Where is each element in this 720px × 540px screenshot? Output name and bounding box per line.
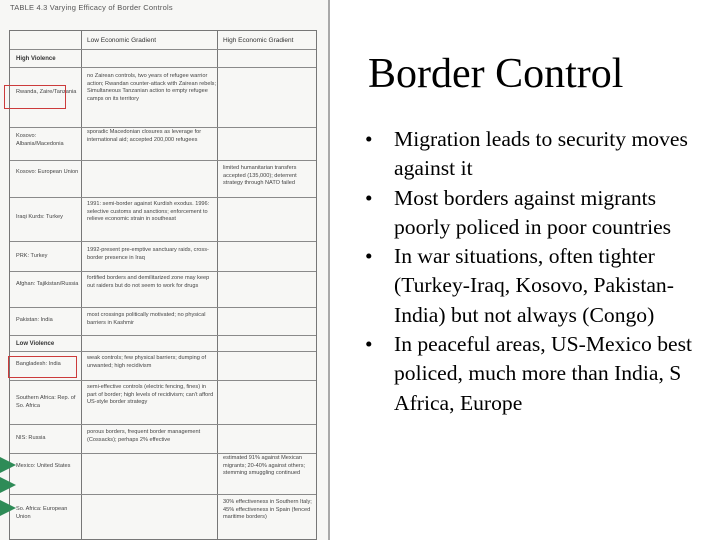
bullet-list	[365, 125, 710, 418]
table-row-region: Southern Africa: Rep. of So. Africa	[16, 395, 76, 409]
table-row-low: fortified borders and demilitarized zone may keep out raiders but do not seem to work for drugs	[87, 275, 210, 289]
bullet-item	[365, 184, 710, 243]
scanned-table-image	[0, 0, 330, 540]
row-divider	[10, 160, 316, 161]
row-divider	[10, 453, 316, 454]
column-divider	[217, 31, 218, 539]
row-divider	[10, 351, 316, 352]
section-low-violence: Low Violence	[16, 341, 55, 347]
table-row-region: Rwanda, Zaire/Tanzania	[16, 89, 77, 95]
row-divider	[10, 271, 316, 272]
highlight-box-bangladesh	[8, 356, 77, 378]
row-divider	[10, 380, 316, 381]
bullet-item	[365, 125, 710, 184]
table-row-low: no Zairean controls, two years of refugee warrior action; Rwandan counter-attack with Zairean rebels; Simultaneous Tanzanian action to empty refugee camps on its territory	[87, 73, 217, 102]
table-row-low: weak controls; few physical barriers; dumping of unwanted; high recidivism	[87, 355, 207, 369]
row-divider	[10, 49, 316, 50]
table-row-low: most crossings politically motivated; no physical barriers in Kashmir	[87, 312, 206, 326]
table-row-region: Iraqi Kurds: Turkey	[16, 214, 63, 220]
bullet-item	[365, 330, 710, 418]
bullet-text: Migration leads to security moves against it	[394, 127, 688, 181]
row-divider	[10, 335, 316, 336]
table-row-region: Kosovo: Albania/Macedonia	[16, 133, 64, 147]
row-divider	[10, 241, 316, 242]
table-row-high: estimated 91% against Mexican migrants; 20-40% against others; stemming smuggling continued	[223, 455, 306, 477]
highlight-box-rwanda	[4, 85, 66, 109]
bullet-icon: •	[365, 244, 373, 269]
table-row-region: PRK: Turkey	[16, 253, 48, 259]
row-divider	[10, 424, 316, 425]
arrow-icon	[0, 477, 16, 493]
row-divider	[10, 127, 316, 128]
bullet-text: In war situations, often tighter (Turkey-Iraq, Kosovo, Pakistan-India) but not always (Congo)	[394, 244, 674, 327]
slide-title: Border Control	[368, 51, 624, 97]
bullet-icon: •	[365, 127, 373, 151]
table-row-region: Bangladesh: India	[16, 361, 61, 367]
table-row-region: Pakistan: India	[16, 317, 53, 323]
table-row-region: Kosovo: European Union	[16, 169, 79, 175]
slide-text-panel	[334, 0, 720, 540]
bullet-item	[365, 242, 710, 330]
row-divider	[10, 307, 316, 308]
row-divider	[10, 494, 316, 495]
table-row-high: 30% effectiveness in Southern Italy; 45% effectiveness in Spain (fenced maritime borders)	[223, 499, 312, 521]
arrow-icon	[0, 500, 16, 516]
border-controls-table	[9, 30, 317, 540]
column-header-low-gradient: Low Economic Gradient	[87, 37, 157, 44]
table-row-low: semi-effective controls (electric fencing, fines) in part of border; high levels of recidivism; can't afford US-style border strategy	[87, 384, 214, 406]
table-row-region: Mexico: United States	[16, 463, 71, 469]
row-divider	[10, 67, 316, 68]
column-header-high-gradient: High Economic Gradient	[223, 37, 294, 44]
table-row-low: 1991: semi-border against Kurdish exodus. 1996: selective customs and sanctions; enforcement to relieve economic strain in southeast	[87, 201, 210, 223]
section-high-violence: High Violence	[16, 56, 56, 62]
bullet-icon: •	[365, 185, 373, 210]
table-row-low: 1992-present pre-emptive sanctuary raids, cross-border presence in Iraq	[87, 247, 209, 261]
table-row-low: porous borders, frequent border management (Cossacks); perhaps 2% effective	[87, 429, 201, 443]
table-row-high: limited humanitarian transfers accepted (135,000); deterrent strategy through NATO failed	[223, 165, 297, 187]
bullet-text: In peaceful areas, US-Mexico best policed, much more than India, S Africa, Europe	[394, 332, 692, 415]
table-caption: TABLE 4.3 Varying Efficacy of Border Controls	[10, 3, 173, 12]
table-row-region: NIS: Russia	[16, 435, 46, 441]
table-row-region: Afghan: Tajikistan/Russia	[16, 281, 79, 287]
bullet-text: Most borders against migrants poorly policed in poor countries	[394, 185, 672, 239]
table-row-low: sporadic Macedonian closures as leverage for international aid; accepted 200,000 refugees	[87, 129, 202, 143]
table-row-region: So. Africa: European Union	[16, 506, 68, 520]
arrow-icon	[0, 457, 16, 473]
row-divider	[10, 197, 316, 198]
bullet-icon: •	[365, 332, 373, 357]
